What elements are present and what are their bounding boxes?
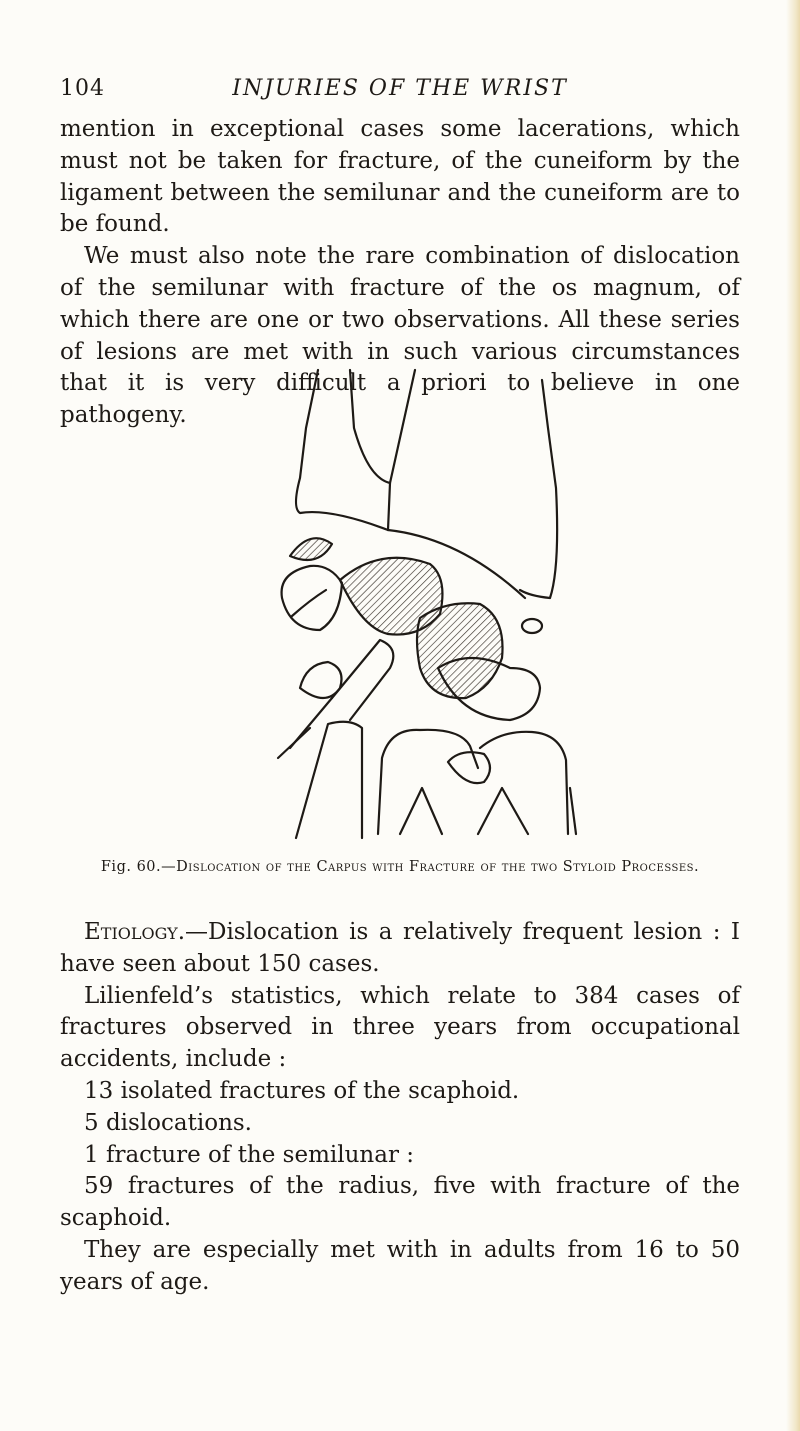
- metacarpal-3b: [400, 788, 442, 834]
- ulnar-styloid-fragment: [522, 619, 542, 633]
- metacarpal-2: [296, 722, 362, 838]
- metacarpal-4: [480, 732, 568, 834]
- stats-item-1: 13 isolated fractures of the scaphoid.: [84, 1077, 520, 1104]
- stats-item-2: 5 dislocations.: [84, 1109, 252, 1136]
- shaft-line-left: [278, 728, 310, 758]
- metacarpal-4b: [478, 788, 528, 834]
- radius-styloid: [388, 483, 390, 530]
- figure-dash: —: [161, 859, 177, 875]
- etiology-paragraph: [60, 917, 740, 981]
- wrist-dislocation-figure: [270, 368, 580, 848]
- etiology-section: [60, 917, 740, 1299]
- radial-styloid-fragment: [290, 538, 332, 560]
- stats-item-4: 59 fractures of the radius, five with fracture of the scaphoid.: [60, 1173, 740, 1232]
- figure-caption-text: Dislocation of the Carpus with Fracture of the two Styloid Processes.: [176, 859, 700, 875]
- stats-item-3: 1 fracture of the semilunar :: [84, 1141, 414, 1168]
- scaphoid: [282, 566, 342, 630]
- radius-shaft-inner: [350, 370, 415, 483]
- ulna-shaft: [520, 380, 557, 598]
- metacarpal-3: [378, 730, 478, 834]
- hamate-process: [448, 752, 490, 783]
- figure-label: Fig. 60.: [100, 859, 162, 875]
- etiology-closing: They are especially met with in adults from 16 to 50 years of age.: [60, 1236, 740, 1295]
- etiology-text: —Dislocation is a relatively frequent lesion : I have seen about 150 cases.: [60, 919, 740, 977]
- page-number: 104: [60, 76, 105, 101]
- os-magnum: [417, 603, 503, 698]
- etiology-heading: Etiology.: [84, 919, 186, 945]
- scaphoid-fracture-line: [292, 590, 326, 616]
- page-header: [60, 76, 740, 112]
- page-edge-shadow: [786, 0, 800, 1431]
- shaft-line-right: [570, 788, 576, 834]
- radius-shaft: [296, 370, 388, 530]
- stats-intro: Lilienfeld’s statistics, which relate to 384 cases of fractures observed in three years from occupational accidents, include :: [60, 982, 740, 1073]
- paragraph-1-text-b: We must also note the rare combination of dislocation of the semilunar with fracture of the os magnum, of which there are one or two observations. All these series of lesions are met with in such various circumstances that it is very difficult a priori to believe in one pathogeny.: [60, 243, 740, 429]
- paragraph-1-text-a: mention in exceptional cases some lacerations, which must not be taken for fracture, of the cuneiform by the ligament between the semilunar and the cuneiform are to be found.: [60, 116, 740, 238]
- running-head: INJURIES OF THE WRIST: [232, 76, 568, 101]
- figure-caption: [60, 857, 740, 878]
